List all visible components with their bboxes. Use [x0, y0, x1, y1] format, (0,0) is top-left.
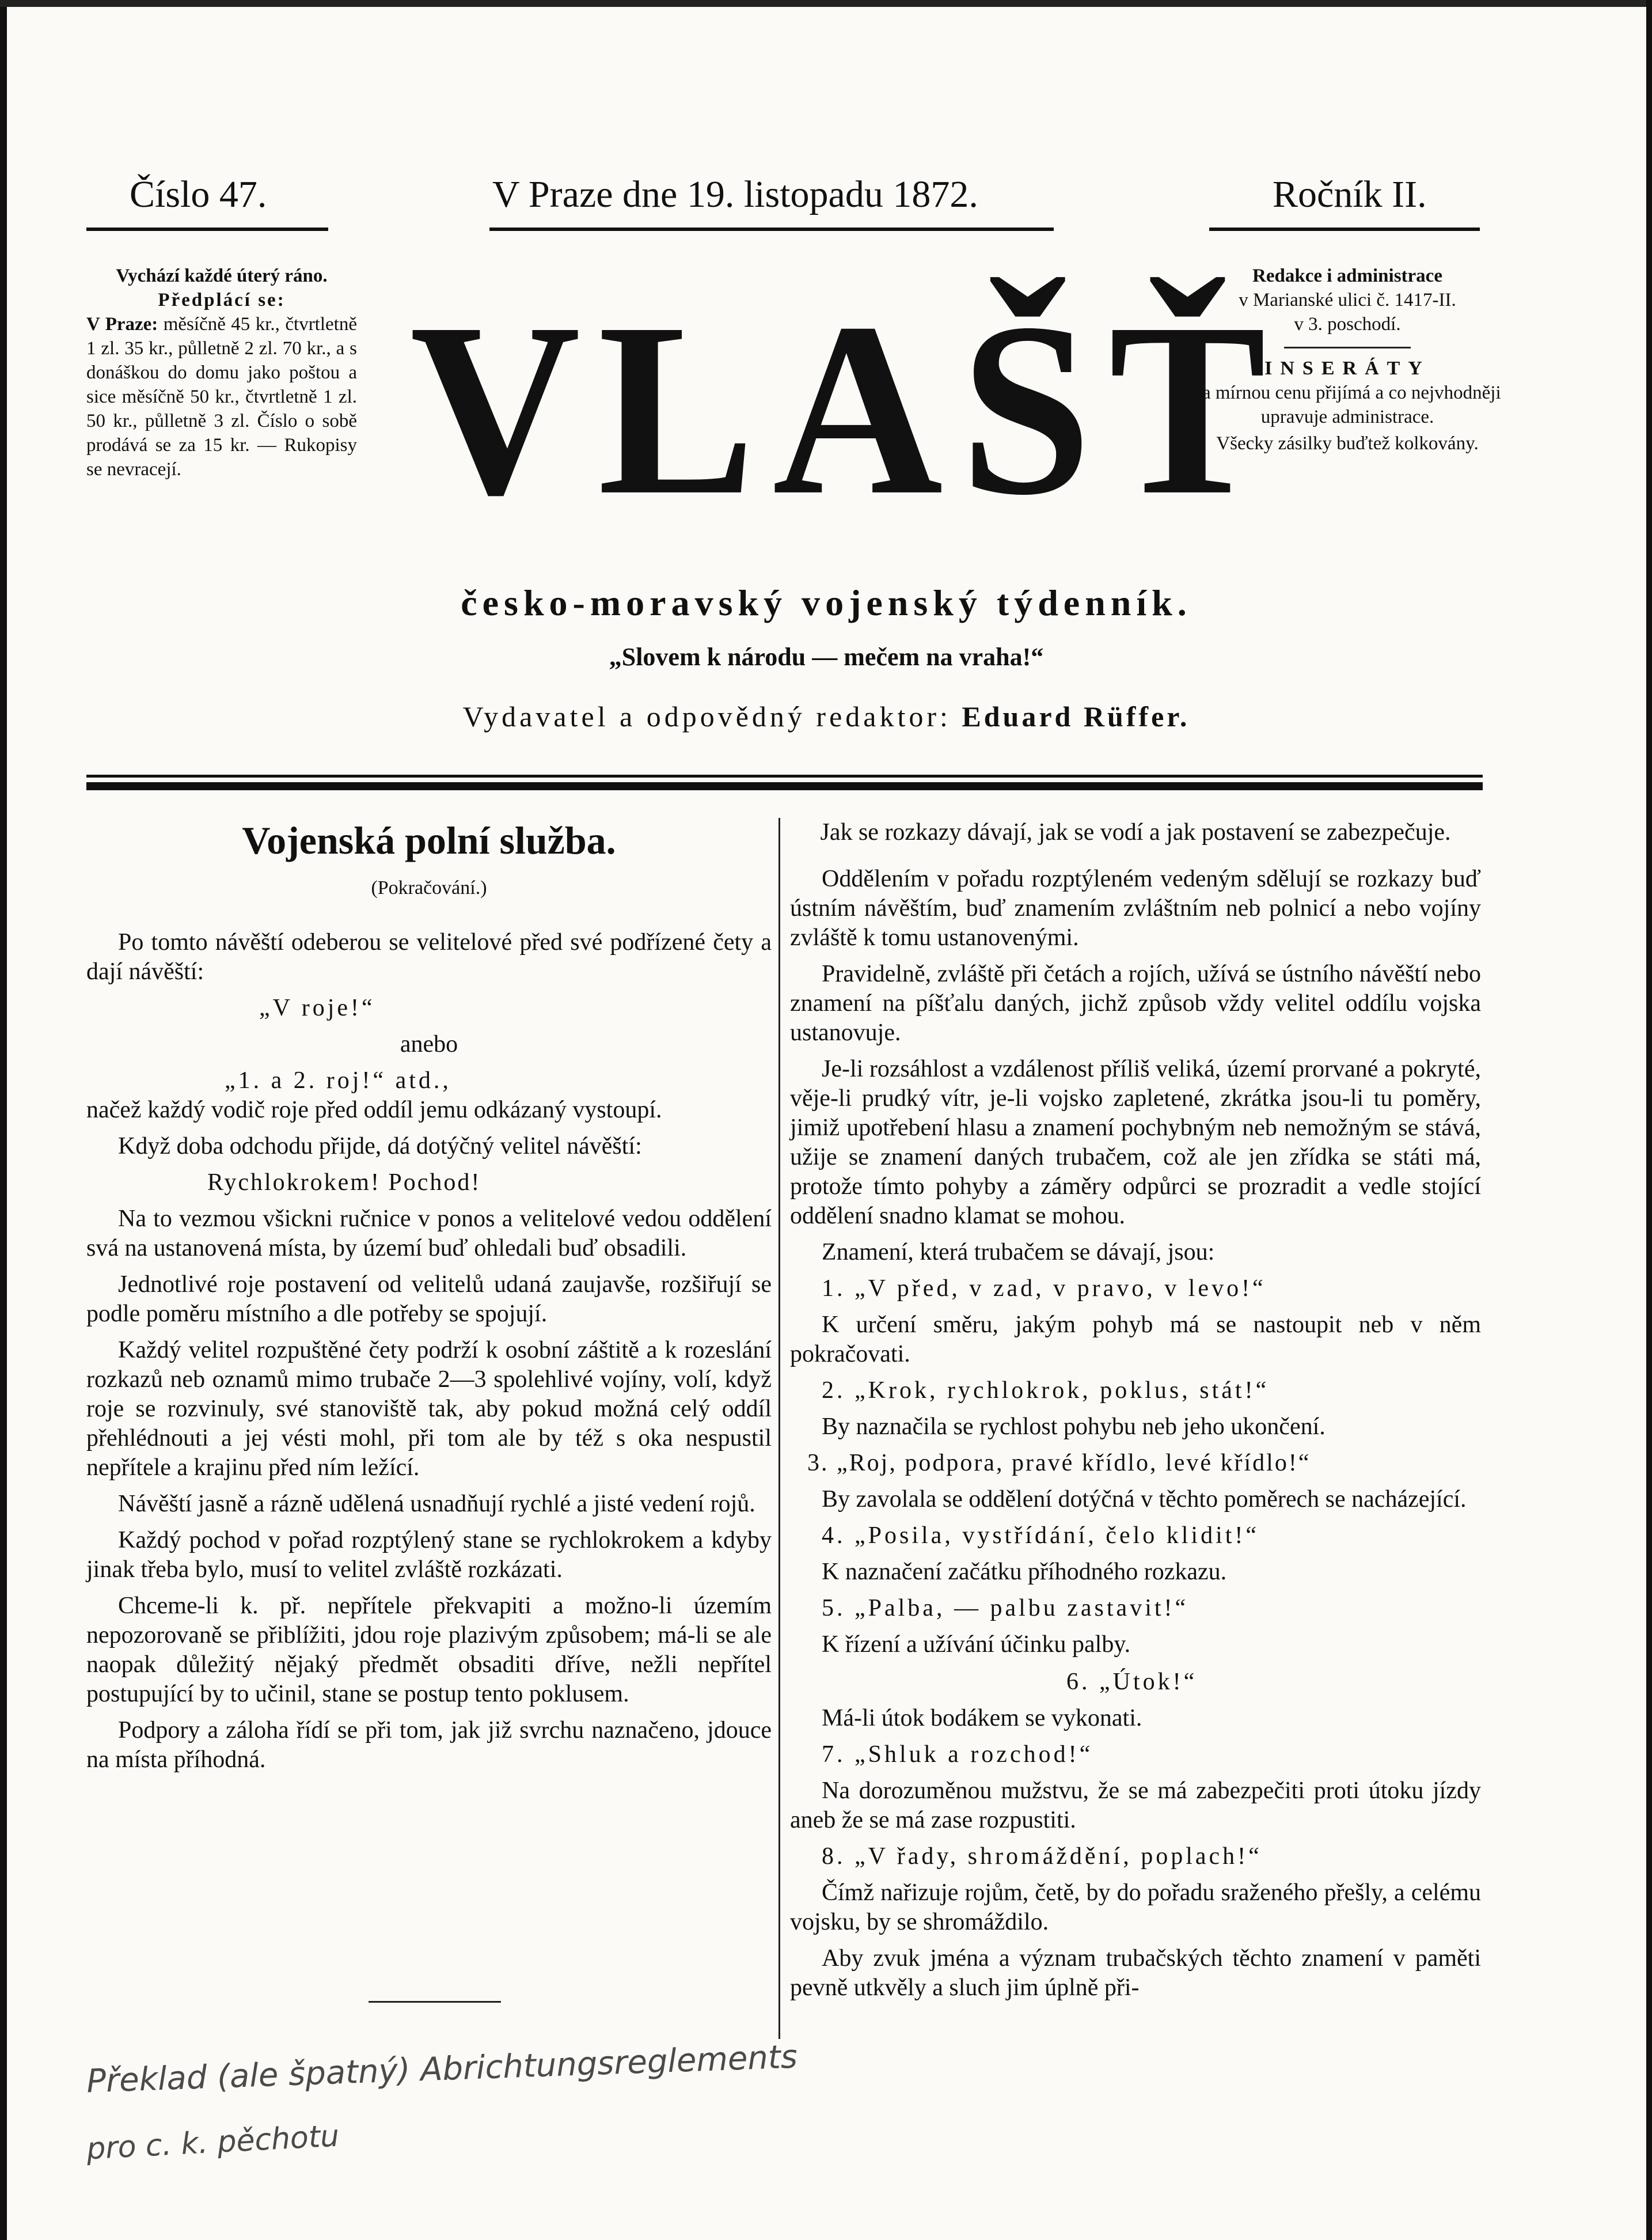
left-column-end-rule: [369, 2001, 501, 2003]
signal-label: 6. „Útok!“: [1066, 1669, 1198, 1695]
paragraph: Podpory a záloha řídí se při tom, jak již svrchu naznačeno, jdouce na místa příhodná.: [86, 1717, 772, 1773]
newspaper-subtitle: česko-moravský vojenský týdenník.: [461, 582, 1192, 623]
section-heading: Jak se rozkazy dávají, jak se vodí a jak postavení se zabezpečuje.: [820, 819, 1451, 846]
issue-date: V Praze dne 19. listopadu 1872.: [492, 173, 978, 215]
signal-label: 7. „Shluk a rozchod!“: [822, 1741, 1093, 1768]
paragraph: Jednotlivé roje postavení od velitelů udaná zaujavše, rozšiřují se podle poměru místního a dle potřeby se spojují.: [86, 1271, 772, 1327]
handwritten-note-line2: pro c. k. pěchotu: [85, 2118, 340, 2167]
paragraph: Pravidelně, zvláště při četách a rojích, užívá se ústního návěští nebo znamení na píšťalu daných, jichž způsob vždy velitel oddílu vojska ustanovuje.: [790, 961, 1481, 1046]
office-address-1: v Marianské ulici č. 1417-II.: [1239, 290, 1456, 310]
scan-edge-left: [0, 0, 7, 2240]
masthead-rule-center: [489, 228, 1054, 231]
volume-number: Ročník II.: [1273, 173, 1427, 215]
office-divider: [1284, 347, 1411, 348]
header-rule-top: [86, 775, 1483, 778]
column-divider: [778, 818, 780, 2039]
paragraph: Znamení, která trubačem se dávají, jsou:: [822, 1239, 1215, 1265]
article-right-column: [790, 818, 1481, 2010]
scan-edge-top: [0, 0, 1652, 7]
paragraph: Návěští jasně a rázně udělená usnadňují rychlé a jisté vedení rojů.: [118, 1491, 755, 1517]
paragraph: Oddělením v pořadu rozptýleném vedeným sdělují se rozkazy buď ústním návěštím, buď znamením zvláštním neb polnicí a nebo vojíny zvláště k tomu ustanovenými.: [790, 866, 1481, 951]
command-line: „V roje!“: [259, 995, 375, 1021]
publisher-name: Eduard Rüffer.: [962, 700, 1190, 733]
masthead-rule-right: [1209, 228, 1480, 231]
office-address-2: v 3. poschodí.: [1294, 314, 1401, 335]
masthead-rule-left: [86, 228, 328, 231]
signal-description: K řízení a užívání účinku palby.: [822, 1631, 1131, 1658]
paragraph: anebo: [400, 1031, 458, 1058]
signal-label: 3. „Roj, podpora, pravé křídlo, levé křídlo!“: [807, 1450, 1311, 1476]
office-title: Redakce i administrace: [1252, 266, 1442, 286]
header-rule-thick: [86, 782, 1483, 790]
command-line: Rychlokrokem! Pochod!: [207, 1169, 481, 1196]
newspaper-motto: „Slovem k národu — mečem na vraha!“: [609, 643, 1044, 671]
scan-edge-right: [1646, 0, 1652, 2240]
paragraph: Každý pochod v pořad rozptýlený stane se rychlokrokem a kdyby jinak třeba bylo, musí to velitel zvláště rozkázati.: [86, 1527, 772, 1583]
subscription-info: [86, 264, 357, 482]
signal-label: 5. „Palba, — palbu zastavit!“: [822, 1595, 1189, 1621]
signal-description: K určení směru, jakým pohyb má se nastoupit neb v něm pokračovati.: [790, 1312, 1481, 1367]
inserat-text: za mírnou cenu přijímá a co nejvhodněji upravuje administrace.: [1194, 382, 1501, 427]
handwritten-note-line1: Překlad (ale špatný) Abrichtungsreglements: [86, 2038, 798, 2101]
paragraph: Chceme-li k. př. nepřítele překvapiti a možno-li územím nepozorovaně se přiblížiti, jdou roje plazivým způsobem; má-li se ale naopak důležitý nějaký předmět obsaditi dříve, nežli nepřítel postupující by to učinil, stane se postup tento poklusem.: [86, 1593, 772, 1707]
logo-title: VLAŠŤ: [410, 271, 1284, 547]
signal-description: Má-li útok bodákem se vykonati.: [822, 1705, 1142, 1731]
signal-description: Na dorozuměnou mužstvu, že se má zabezpečiti proti útoku jízdy aneb že se má zase rozpustiti.: [790, 1777, 1481, 1833]
signal-label: 1. „V před, v zad, v pravo, v levo!“: [822, 1275, 1266, 1302]
publication-schedule: Vychází každé úterý ráno.: [116, 266, 328, 286]
subscription-prices: [86, 312, 357, 482]
paragraph: Po tomto návěští odeberou se velitelové před své podřízené čety a dají návěští:: [86, 929, 772, 985]
signal-label: 4. „Posila, vystřídání, čelo klidit!“: [822, 1522, 1260, 1549]
subscription-heading: Předplácí se:: [158, 290, 286, 310]
signal-description: K naznačení začátku příhodného rozkazu.: [822, 1559, 1227, 1585]
prague-label: V Praze:: [86, 314, 158, 335]
publisher-label: Vydavatel a odpovědný redaktor:: [462, 700, 951, 733]
command-line: „1. a 2. roj!“ atd.,: [225, 1067, 451, 1094]
paragraph: Na to vezmou všickni ručnice v ponos a velitelové vedou oddělení svá na ustanovená místa, by území buď ohledali buď obsadili.: [86, 1206, 772, 1261]
signal-label: 2. „Krok, rychlokrok, poklus, stát!“: [822, 1377, 1270, 1404]
office-info: [1186, 264, 1509, 456]
paragraph: Je-li rozsáhlost a vzdálenost příliš veliká, území prorvané a pokryté, věje-li prudký vítr, je-li vojsko zapletené, zkrátka jsou-li tu poměry, jimiž upotřebení hlasu a znamení pochybným neb nemožným se stává, užije se znamení daných trubačem, což ale jen zřídka se státi má, protože tímto pohyby a záměry odpůrci se prozradit a vedle stojící oddělení snadno klamat se mohou.: [790, 1056, 1481, 1229]
paragraph: Aby zvuk jména a význam trubačských těchto znamení v paměti pevně utkvěly a sluch jim úplně při-: [790, 1945, 1481, 2001]
postage-notice: Všecky zásilky buďtež kolkovány.: [1216, 433, 1479, 454]
article-title: Vojenská polní služba.: [242, 818, 616, 862]
price-text: měsíčně 45 kr., čtvrtletně 1 zl. 35 kr., půlletně 2 zl. 70 kr., a s donáškou do domu jako poštou a sice měsíčně 50 kr., čtvrtletně 1 zl. 50 kr., půlletně 3 zl. Číslo o sobě prodává se za 15 kr. — Rukopisy se nevracejí.: [86, 314, 357, 480]
paragraph: Každý velitel rozpuštěné čety podrží k osobní záštitě a k rozeslání rozkazů neb oznamů mimo trubače 2—3 spolehlivé vojíny, volí, když roje se rozvinuly, své stanoviště tak, aby pokud možná celý oddíl přehlédnouti a jej vésti mohl, při tom ale by též s oka nespustil nepřítele a krajinu před ním ležící.: [86, 1337, 772, 1481]
inserat-title: INSERÁTY: [1264, 358, 1430, 379]
publisher-line: [86, 700, 1566, 733]
signal-description: By zavolala se oddělení dotýčná v těchto poměrech se nacházející.: [822, 1486, 1467, 1513]
signal-description: Čímž nařizuje rojům, četě, by do pořadu sraženého přešly, a celému vojsku, by se shromáždilo.: [790, 1879, 1481, 1935]
signal-description: By naznačila se rychlost pohybu neb jeho ukončení.: [822, 1413, 1326, 1440]
article-continued-note: (Pokračování.): [371, 877, 487, 899]
issue-number: Číslo 47.: [130, 173, 267, 215]
article-left-column: [86, 818, 772, 1782]
paragraph: Když doba odchodu přijde, dá dotýčný velitel návěští:: [118, 1133, 642, 1159]
paragraph: načež každý vodič roje před oddíl jemu odkázaný vystoupí.: [86, 1097, 662, 1123]
signal-label: 8. „V řady, shromáždění, poplach!“: [822, 1843, 1262, 1870]
newspaper-logo: [410, 271, 1284, 547]
